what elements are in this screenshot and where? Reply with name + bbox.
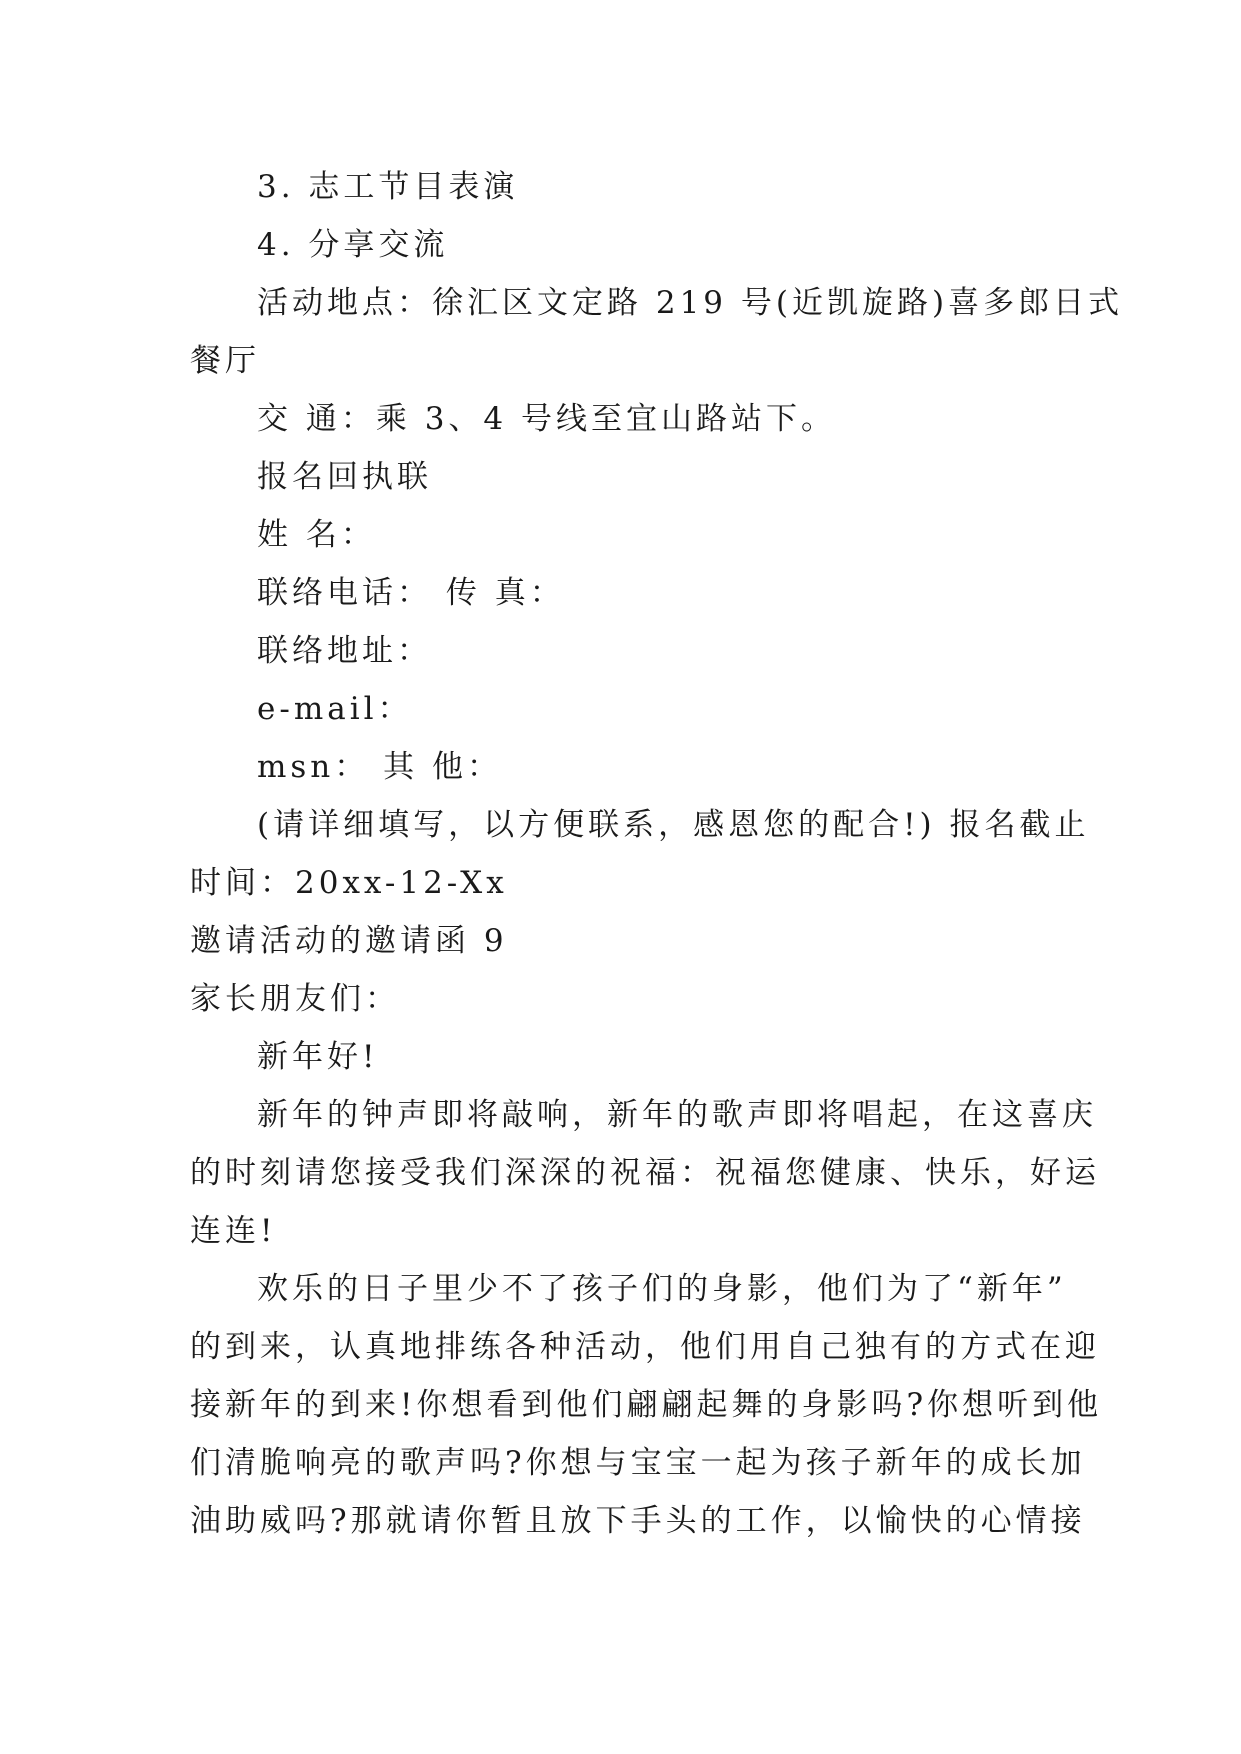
msn-other-label: msn： 其 他： bbox=[257, 749, 502, 785]
paragraph-2-line-5: 油助威吗?那就请你暂且放下手头的工作，以愉快的心情接 bbox=[190, 1503, 1086, 1539]
phone-fax-label: 联络电话： 传 真： bbox=[257, 575, 565, 611]
venue-line-cont: 餐厅 bbox=[190, 343, 260, 379]
paragraph-2-line-4: 们清脆响亮的歌声吗?你想与宝宝一起为孩子新年的成长加 bbox=[190, 1445, 1086, 1481]
registration-heading: 报名回执联 bbox=[257, 459, 432, 495]
transport-line: 交 通：乘 3、4 号线至宜山路站下。 bbox=[257, 401, 837, 437]
salutation: 家长朋友们： bbox=[190, 981, 400, 1017]
paragraph-1-line-2: 的时刻请您接受我们深深的祝福：祝福您健康、快乐，好运 bbox=[190, 1155, 1100, 1191]
paragraph-2-line-1: 欢乐的日子里少不了孩子们的身影，他们为了“新年” bbox=[257, 1271, 1067, 1307]
email-label: e-mail： bbox=[257, 691, 413, 727]
agenda-item-3: 3. 志工节目表演 bbox=[257, 169, 519, 205]
section-title: 邀请活动的邀请函 9 bbox=[190, 923, 508, 959]
paragraph-1-line-1: 新年的钟声即将敲响，新年的歌声即将唱起，在这喜庆 bbox=[257, 1097, 1097, 1133]
name-field-label: 姓 名： bbox=[257, 517, 376, 553]
paragraph-2-line-3: 接新年的到来!你想看到他们翩翩起舞的身影吗?你想听到他 bbox=[190, 1387, 1103, 1423]
greeting: 新年好! bbox=[257, 1039, 379, 1075]
agenda-item-4: 4. 分享交流 bbox=[257, 227, 449, 263]
registration-note: (请详细填写，以方便联系，感恩您的配合!) 报名截止 bbox=[257, 807, 1090, 843]
deadline-line: 时间：20xx-12-Xx bbox=[190, 865, 508, 901]
paragraph-2-line-2: 的到来，认真地排练各种活动，他们用自己独有的方式在迎 bbox=[190, 1329, 1100, 1365]
paragraph-1-line-3: 连连! bbox=[190, 1213, 277, 1249]
address-label: 联络地址： bbox=[257, 633, 432, 669]
venue-line: 活动地点：徐汇区文定路 219 号(近凯旋路)喜多郎日式 bbox=[257, 285, 1124, 321]
